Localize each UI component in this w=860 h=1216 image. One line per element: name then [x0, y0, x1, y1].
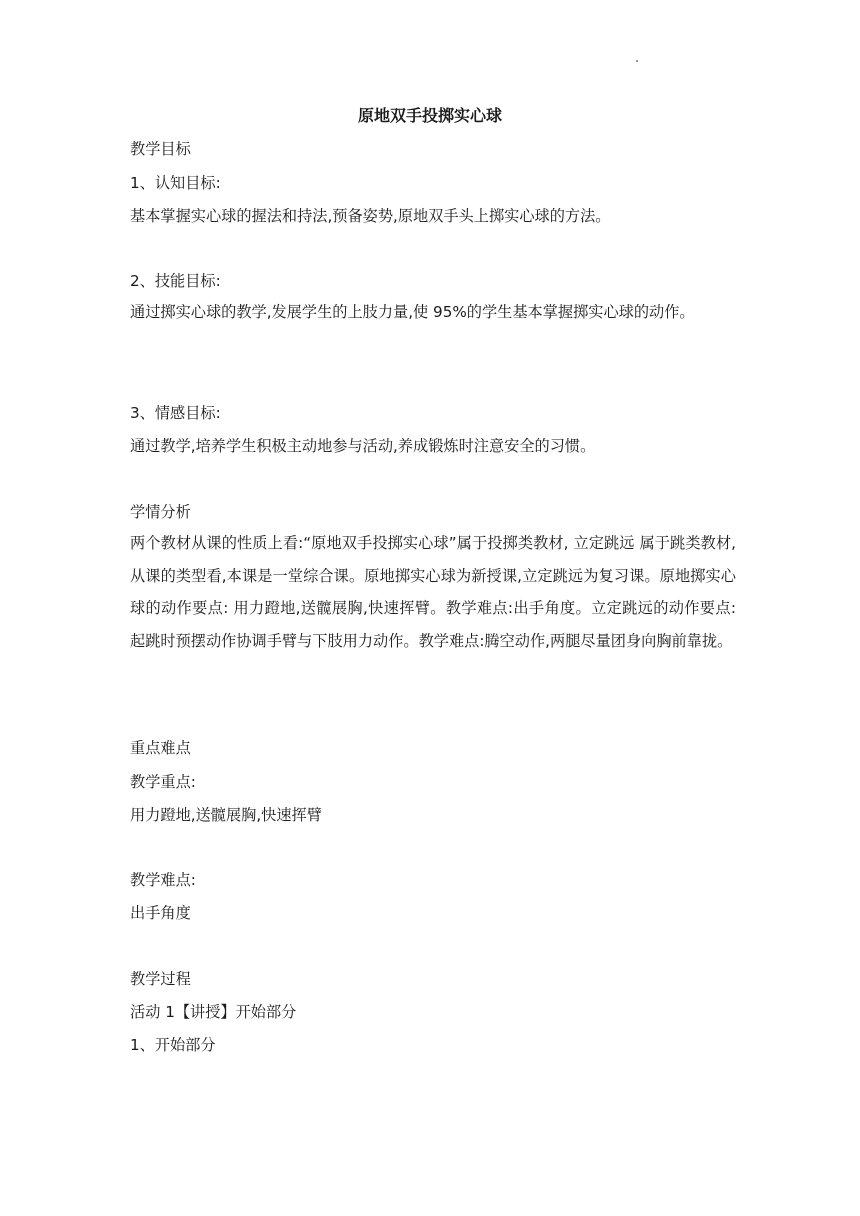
header-dot-mark	[636, 60, 638, 62]
section-heading-key-points: 重点难点	[130, 739, 191, 757]
analysis-paragraph: 两个教材从课的性质上看:“原地双手投掷实心球”属于投掷类教材, 立定跳远 属于跳类教材,从课的类型看,本课是一堂综合课。原地掷实心球为新授课,立定跳远为复习课。原地掷实心球的动作要点: 用力蹬地,送髋展胸,快速挥臂。教学难点:出手角度。立定跳远的动作要点:起跳时预摆动作协调手臂与下肢用力动作。教学难点:腾空动作,两腿尽量团身向胸前靠拢。	[130, 534, 736, 650]
document-title: 原地双手投掷实心球	[357, 106, 502, 125]
emotion-goal-heading: 3、情感目标:	[130, 404, 221, 422]
activity-heading: 活动 1【讲授】开始部分	[130, 1003, 297, 1021]
difficulty-heading: 教学难点:	[130, 871, 196, 889]
focus-text: 用力蹬地,送髋展胸,快速挥臂	[130, 806, 322, 824]
difficulty-text: 出手角度	[130, 904, 191, 922]
skill-goal-heading: 2、技能目标:	[130, 272, 221, 290]
section-heading-teaching-goals: 教学目标	[130, 140, 191, 158]
emotion-goal-text: 通过教学,培养学生积极主动地参与活动,养成锻炼时注意安全的习惯。	[130, 437, 596, 455]
cognitive-goal-heading: 1、认知目标:	[130, 174, 221, 192]
skill-goal-text: 通过掷实心球的教学,发展学生的上肢力量,使 95%的学生基本掌握掷实心球的动作。	[130, 303, 695, 321]
cognitive-goal-text: 基本掌握实心球的握法和持法,预备姿势,原地双手头上掷实心球的方法。	[130, 207, 611, 225]
start-part-heading: 1、开始部分	[130, 1036, 216, 1054]
focus-heading: 教学重点:	[130, 773, 196, 791]
section-heading-analysis: 学情分析	[130, 503, 191, 521]
section-heading-process: 教学过程	[130, 970, 191, 988]
